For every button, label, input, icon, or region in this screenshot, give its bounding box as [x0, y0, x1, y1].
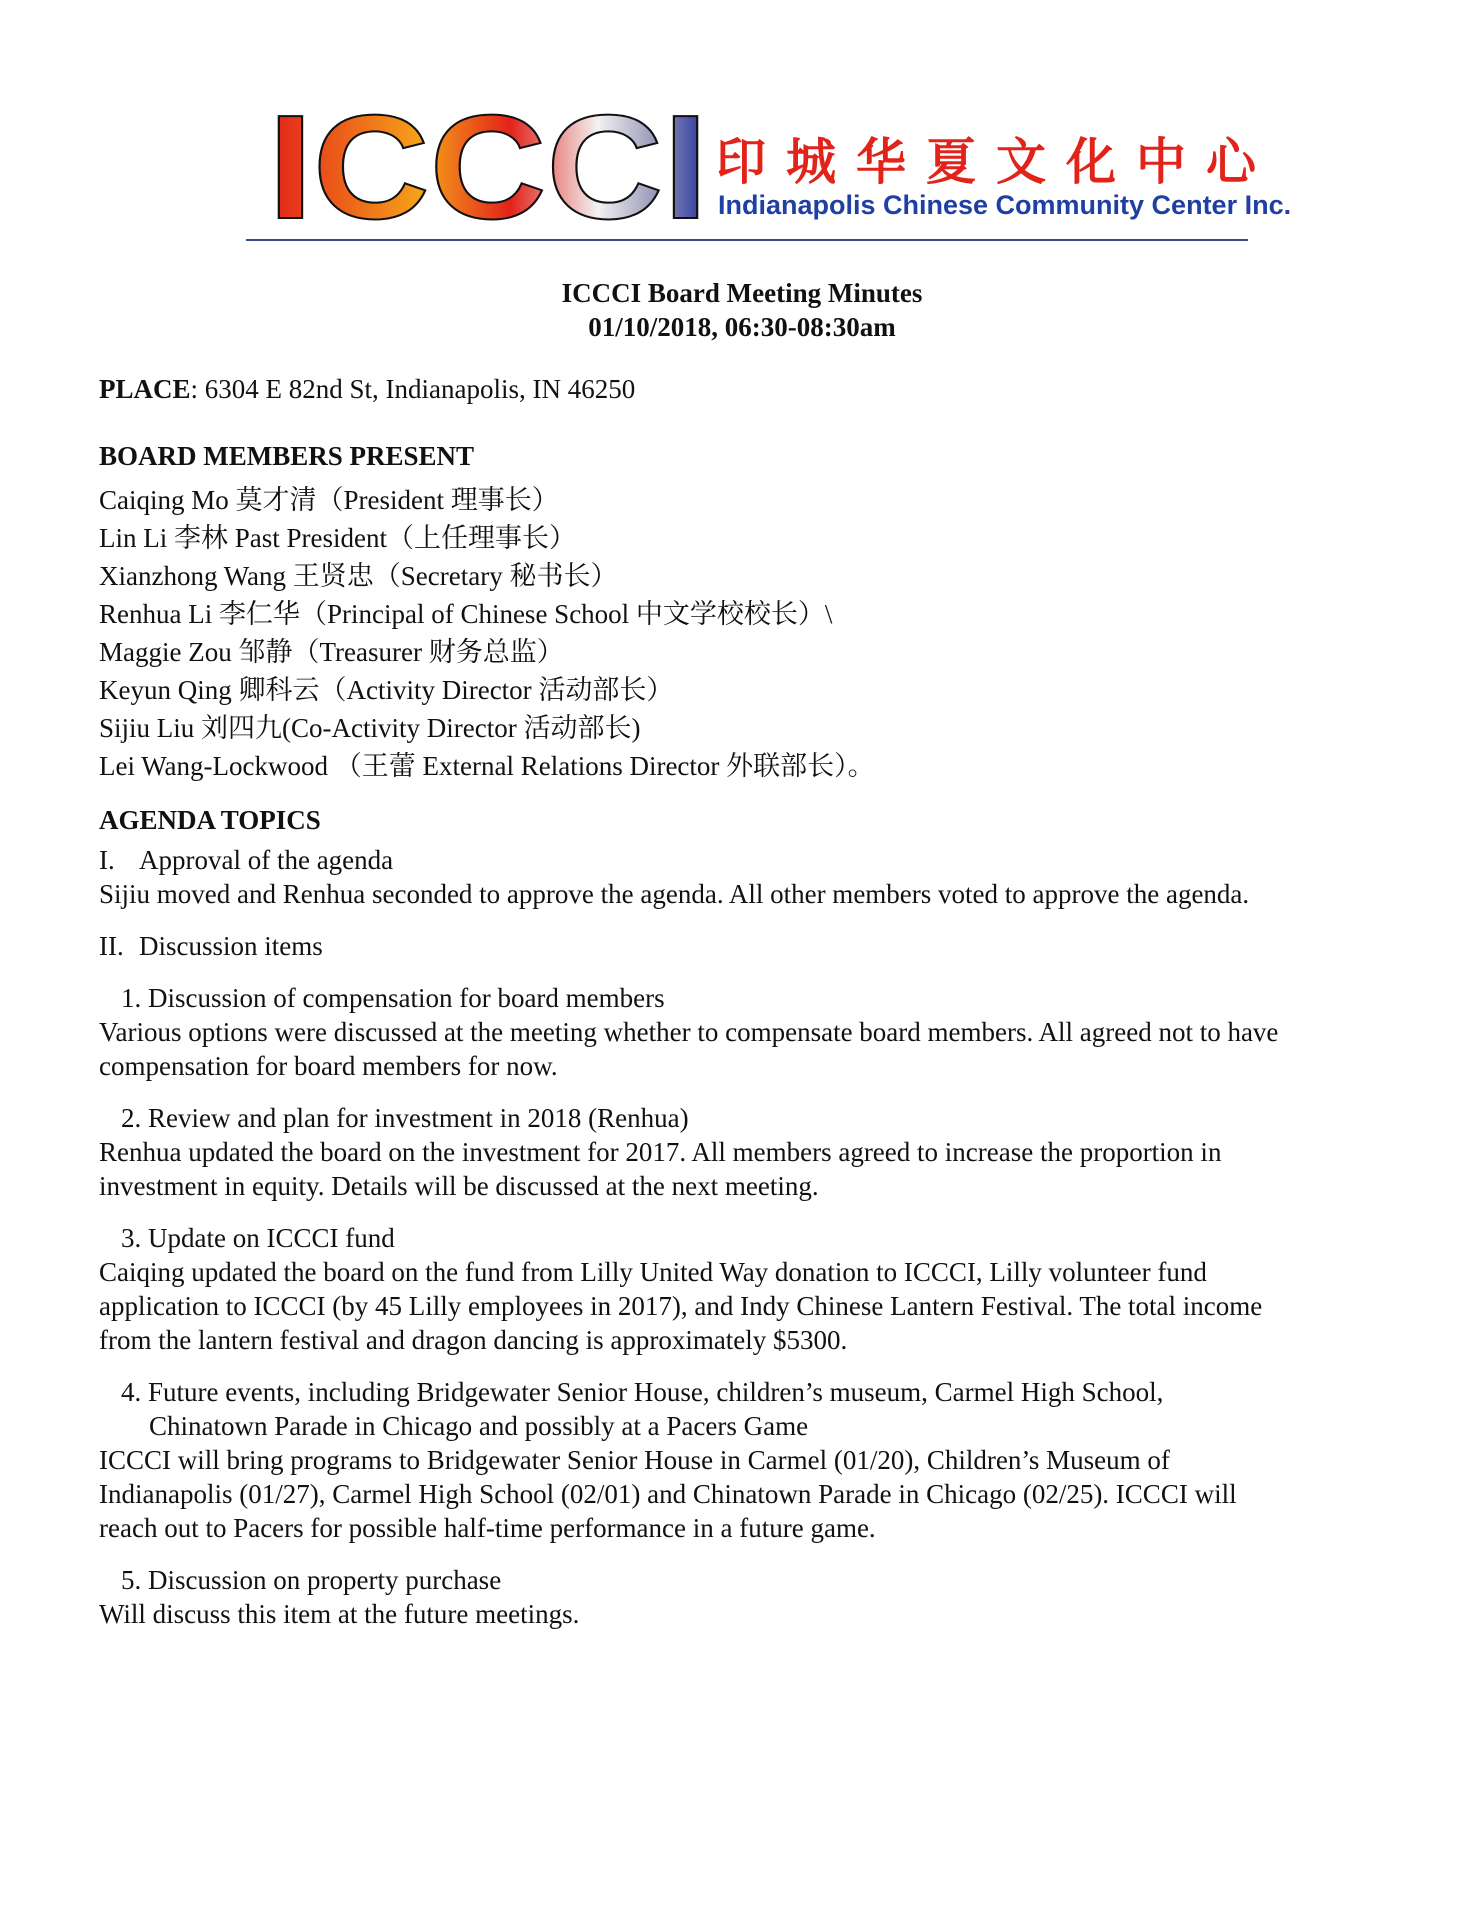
discussion-item-title-continued: Chinatown Parade in Chicago and possibly at a Pacers Game	[149, 1411, 809, 1441]
members-heading: BOARD MEMBERS PRESENT	[99, 441, 475, 471]
discussion-item-text: Renhua updated the board on the investment for 2017. All members agreed to increase the proportion in	[99, 1137, 1222, 1167]
logo-divider	[246, 239, 1248, 241]
place-label: PLACE	[99, 374, 191, 404]
place-value: : 6304 E 82nd St, Indianapolis, IN 46250	[190, 374, 636, 404]
discussion-item-text: Various options were discussed at the meeting whether to compensate board members. All agreed not to have	[99, 1017, 1279, 1047]
discussion-item-title: 3. Update on ICCCI fund	[121, 1223, 395, 1253]
member-item: Maggie Zou 邹静（Treasurer 财务总监）	[99, 637, 564, 667]
discussion-item-title: 4. Future events, including Bridgewater Senior House, children’s museum, Carmel High School,	[121, 1377, 1164, 1407]
logo-acronym	[268, 110, 718, 230]
agenda-discussion-title	[99, 929, 1399, 963]
approval-title-text: Approval of the agenda	[139, 845, 394, 875]
agenda-heading: AGENDA TOPICS	[99, 805, 321, 835]
discussion-item-text: Indianapolis (01/27), Carmel High School (02/01) and Chinatown Parade in Chicago (02/25). ICCCI will	[99, 1479, 1237, 1509]
members-list	[99, 481, 1399, 785]
discussion-item-text: reach out to Pacers for possible half-time performance in a future game.	[99, 1513, 876, 1543]
member-item: Caiqing Mo 莫才清（President 理事长）	[99, 485, 559, 515]
discussion-numeral: II.	[99, 931, 124, 961]
agenda-approval-text: Sijiu moved and Renhua seconded to approve the agenda. All other members voted to approve the agenda.	[99, 879, 1250, 909]
agenda-approval-title	[99, 843, 1399, 877]
member-item: Xianzhong Wang 王贤忠（Secretary 秘书长）	[99, 561, 618, 591]
approval-numeral: I.	[99, 845, 115, 875]
discussion-item-text: Will discuss this item at the future meetings.	[99, 1599, 580, 1629]
organization-logo	[246, 110, 1292, 245]
title-line-2: 01/10/2018, 06:30-08:30am	[588, 312, 896, 342]
logo-chinese-name: 印城华夏文化中心	[716, 132, 1276, 191]
logo-english-name: Indianapolis Chinese Community Center Inc.	[718, 190, 1292, 220]
document-title	[0, 276, 1484, 344]
discussion-item-title: 1. Discussion of compensation for board members	[121, 983, 665, 1013]
discussion-item-text: application to ICCCI (by 45 Lilly employees in 2017), and Indy Chinese Lantern Festival. The total income	[99, 1291, 1263, 1321]
discussion-item-text: Caiqing updated the board on the fund from Lilly United Way donation to ICCCI, Lilly volunteer fund	[99, 1257, 1207, 1287]
member-item: Keyun Qing 卿科云（Activity Director 活动部长）	[99, 675, 674, 705]
member-item: Lin Li 李林 Past President（上任理事长）	[99, 523, 576, 553]
title-line-1: ICCCI Board Meeting Minutes	[561, 278, 923, 308]
discussion-item-text: from the lantern festival and dragon dancing is approximately $5300.	[99, 1325, 848, 1355]
minutes-body	[99, 372, 1399, 1631]
discussion-title-text: Discussion items	[139, 931, 323, 961]
logo-acronym-text: ICCCI	[268, 110, 708, 230]
discussion-item-text: investment in equity. Details will be discussed at the next meeting.	[99, 1171, 819, 1201]
discussion-item-text: compensation for board members for now.	[99, 1051, 558, 1081]
member-item: Renhua Li 李仁华（Principal of Chinese School 中文学校校长）\	[99, 599, 833, 629]
discussion-item-title: 2. Review and plan for investment in 2018 (Renhua)	[121, 1103, 689, 1133]
member-item: Lei Wang-Lockwood （王蕾 External Relations Director 外联部长）。	[99, 751, 875, 781]
place-line	[99, 372, 1399, 406]
discussion-item-title: 5. Discussion on property purchase	[121, 1565, 502, 1595]
member-item: Sijiu Liu 刘四九(Co-Activity Director 活动部长)	[99, 713, 641, 743]
logo-acronym-graphic	[268, 110, 718, 230]
discussion-item-text: ICCCI will bring programs to Bridgewater Senior House in Carmel (01/20), Children’s Museum of	[99, 1445, 1170, 1475]
